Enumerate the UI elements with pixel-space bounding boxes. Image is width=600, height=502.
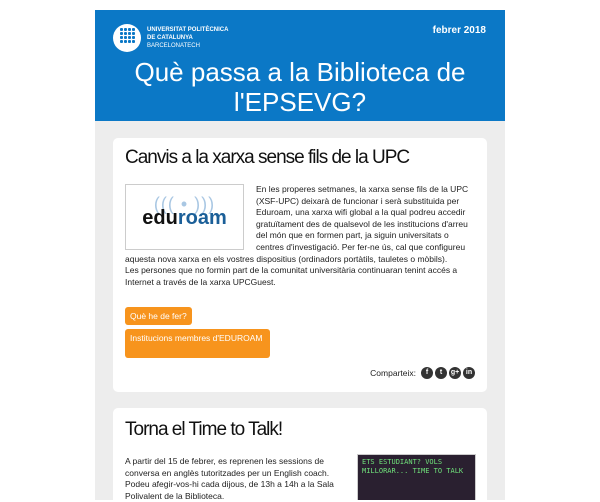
logo-line: BARCELONATECH (147, 43, 200, 49)
newsletter-title: Què passa a la Biblioteca de l'EPSEVG? (134, 57, 466, 117)
time-to-talk-image: ETS ESTUDIANT? VOLS MILLORAR... TIME TO TALK (357, 454, 476, 500)
upc-logo-icon (113, 24, 141, 52)
article-title: Torna el Time to Talk! (125, 419, 283, 440)
wifi-waves-icon: ((( • ))) (153, 194, 216, 214)
article-card (113, 138, 487, 392)
article-card (113, 408, 487, 500)
logo-line: DE CATALUNYA (147, 35, 193, 41)
issue-date: febrer 2018 (432, 25, 486, 36)
logo-line: UNIVERSITAT POLITÈCNICA (147, 27, 229, 33)
newsletter (95, 10, 505, 500)
eduroam-logo-image: ((( • ))) eduroam (125, 184, 244, 250)
upc-logo[interactable] (113, 24, 228, 52)
article-text: A partir del 15 de febrer, es reprenen les sessions de conversa en anglès tutoritzades per un English coach. Podeu afegir-vos-hi cada dijous, de 13h a 14h a la Sala Polivalent de la Biblioteca. (125, 456, 334, 501)
header (95, 10, 505, 121)
linkedin-icon[interactable]: in (463, 367, 475, 379)
twitter-icon[interactable]: t (435, 367, 447, 379)
article-text: En les properes setmanes, la xarxa sense fils de la UPC (XSF-UPC) deixarà de funcionar i serà substituida per Eduroam, una xarxa wifi global a la qual podreu accedir gratuïtament des de qualsevol de les institucions d'arreu del món que en formen part, ja siguin universitats o centres d'investigació. Per fer-ne ús, cal que configureu aquesta nova xarxa en els vostres dispositius (ordinadors portàtils, tauletes o mòbils). (125, 184, 469, 264)
article-text: Les persones que no formin part de la comunitat universitària continuaran tenint accés a Internet a través de la xarxa UPCGuest. (125, 265, 458, 287)
facebook-icon[interactable]: f (421, 367, 433, 379)
share-label: Comparteix: (370, 368, 416, 378)
eduroam-members-button[interactable]: Institucions membres d'EDUROAM (125, 329, 270, 358)
share-bar (370, 367, 475, 379)
google-plus-icon[interactable]: g+ (449, 367, 461, 379)
article-title: Canvis a la xarxa sense fils de la UPC (125, 147, 410, 168)
what-to-do-button[interactable]: Què he de fer? (125, 307, 192, 325)
